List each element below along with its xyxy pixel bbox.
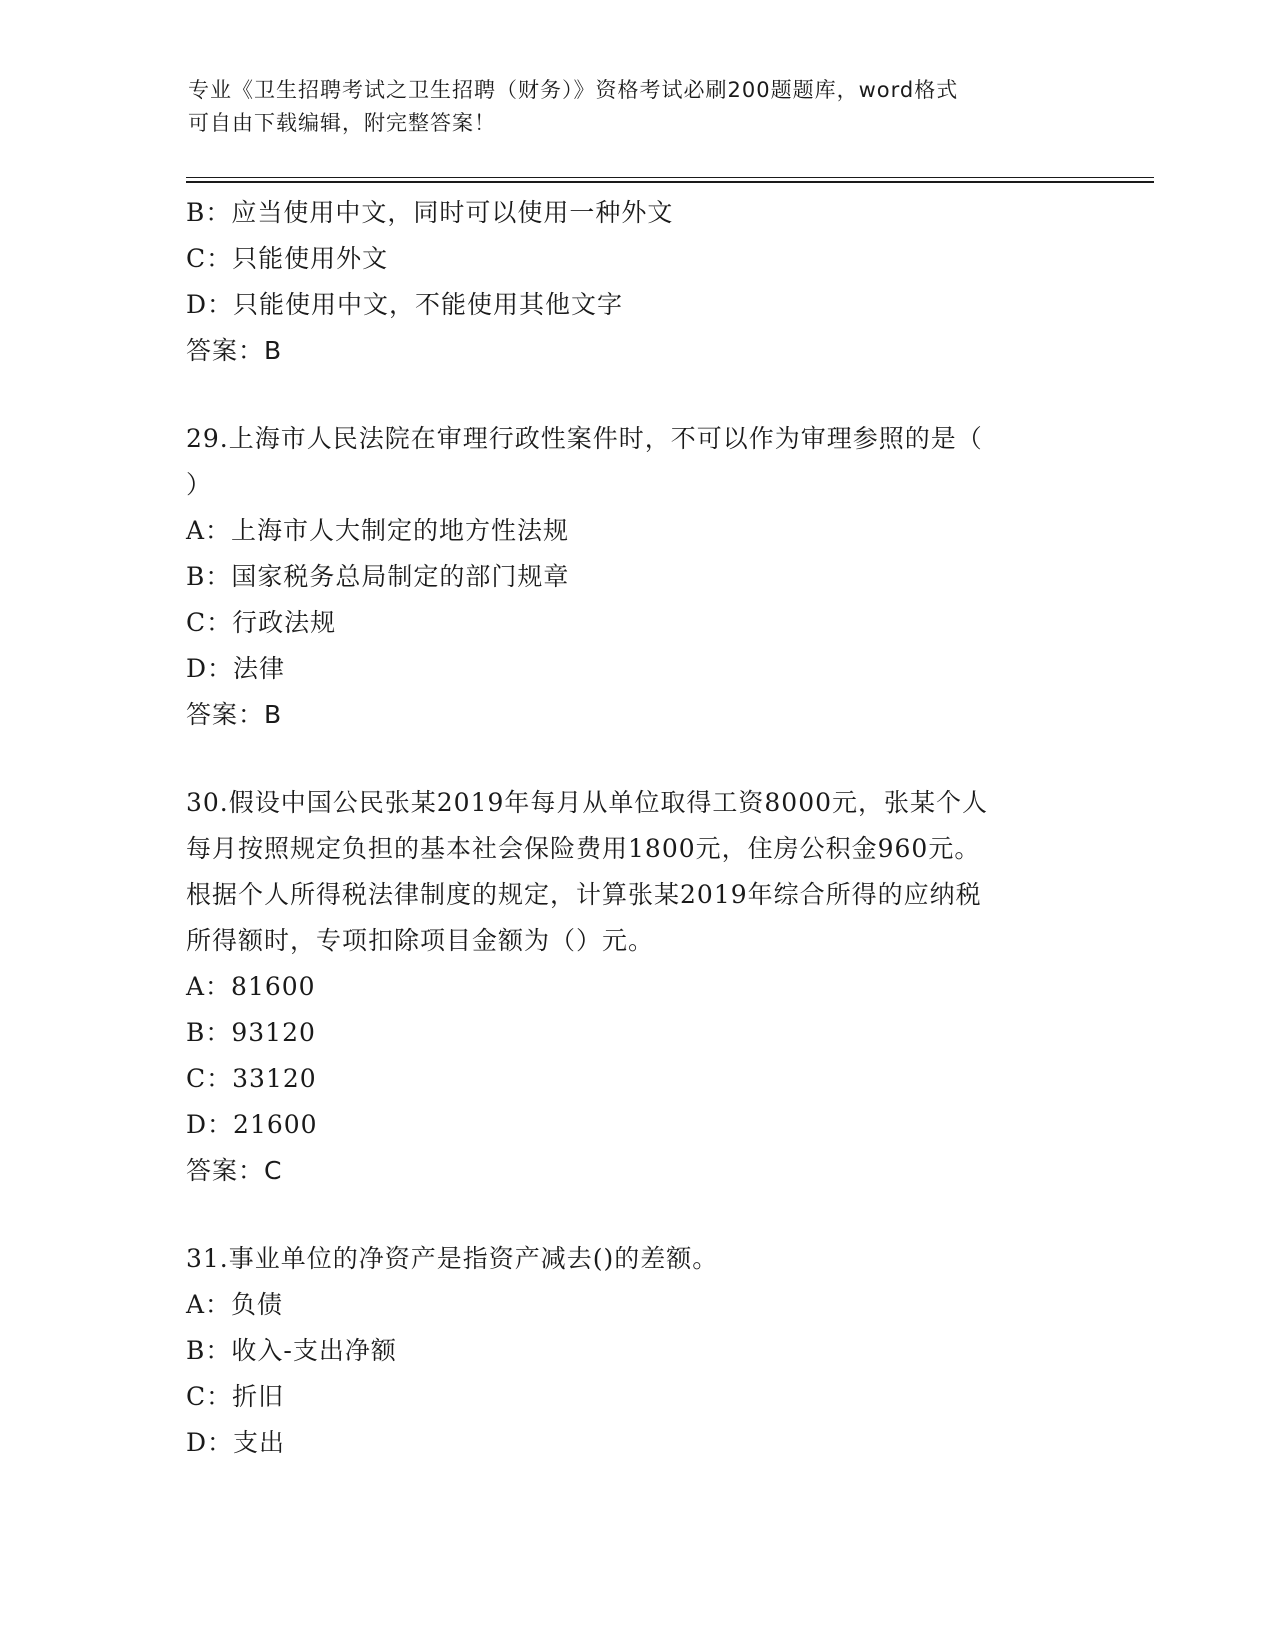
option-c: C：33120 bbox=[186, 1064, 317, 1093]
option-a: A：负债 bbox=[186, 1290, 284, 1319]
question-29 bbox=[186, 416, 1086, 738]
option-d: D：支出 bbox=[186, 1428, 286, 1457]
option-b: B：应当使用中文，同时可以使用一种外文 bbox=[186, 198, 674, 227]
answer: 答案：B bbox=[186, 336, 283, 365]
option-c: C：只能使用外文 bbox=[186, 244, 389, 273]
option-a: A：上海市人大制定的地方性法规 bbox=[186, 516, 570, 545]
option-d: D：21600 bbox=[186, 1110, 318, 1139]
option-d: D：法律 bbox=[186, 654, 286, 683]
question-stem-continued: ） bbox=[186, 470, 213, 499]
option-c: C：行政法规 bbox=[186, 608, 337, 637]
question-stem-continued: 所得额时，专项扣除项目金额为（）元。 bbox=[186, 926, 655, 955]
question-stem-continued: 每月按照规定负担的基本社会保险费用1800元，住房公积金960元。 bbox=[186, 834, 981, 863]
question-stem: 30.假设中国公民张某2019年每月从单位取得工资8000元，张某个人 bbox=[186, 788, 989, 817]
question-stem: 31.事业单位的净资产是指资产减去()的差额。 bbox=[186, 1244, 719, 1273]
document-header bbox=[188, 74, 1068, 140]
header-divider-thick bbox=[186, 181, 1154, 183]
option-b: B：国家税务总局制定的部门规章 bbox=[186, 562, 570, 591]
header-title-line-1: 专业《卫生招聘考试之卫生招聘（财务）》资格考试必刷200题题库，word格式 bbox=[188, 78, 959, 102]
header-divider bbox=[186, 177, 1154, 178]
option-c: C：折旧 bbox=[186, 1382, 285, 1411]
answer: 答案：C bbox=[186, 1156, 283, 1185]
answer: 答案：B bbox=[186, 700, 283, 729]
option-b: B：93120 bbox=[186, 1018, 316, 1047]
header-title-line-2: 可自由下载编辑，附完整答案！ bbox=[188, 111, 496, 135]
question-28-tail bbox=[186, 190, 1086, 374]
question-stem: 29.上海市人民法院在审理行政性案件时，不可以作为审理参照的是（ bbox=[186, 424, 983, 453]
option-b: B：收入-支出净额 bbox=[186, 1336, 397, 1365]
question-list bbox=[186, 190, 1086, 1466]
question-31 bbox=[186, 1236, 1086, 1466]
question-30 bbox=[186, 780, 1086, 1194]
option-a: A：81600 bbox=[186, 972, 316, 1001]
question-stem-continued: 根据个人所得税法律制度的规定，计算张某2019年综合所得的应纳税 bbox=[186, 880, 982, 909]
option-d: D：只能使用中文，不能使用其他文字 bbox=[186, 290, 624, 319]
